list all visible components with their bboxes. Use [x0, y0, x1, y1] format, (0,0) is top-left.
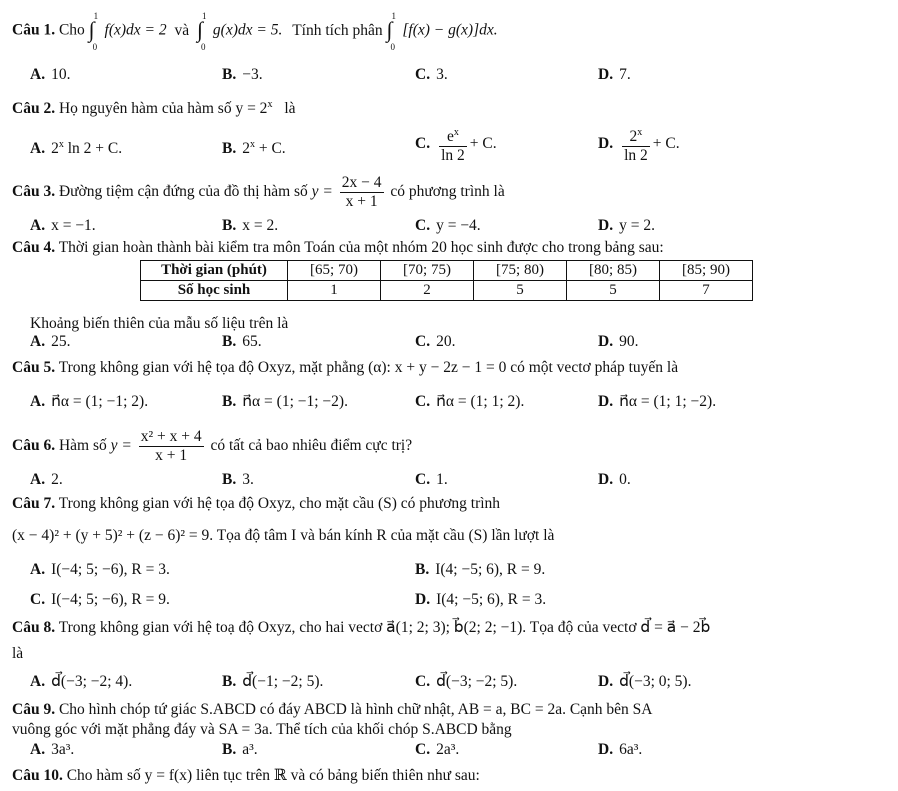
option-a: A. 25.	[30, 333, 71, 350]
option-d: D. 90.	[598, 333, 639, 350]
option-b: B. $2^x + C$.	[222, 139, 286, 158]
integral-sign: ∫ 1 0	[197, 11, 207, 52]
option-c: C. 20.	[415, 333, 456, 350]
data-table: Thời gian (phút) [65; 70) [70; 75) [75; 80) [80; 85) [85; 90) Số học sinh 1 2 5 5 7	[140, 260, 753, 301]
option-b: B. n⃗α = (1; −1; −2).	[222, 393, 348, 410]
question-7: Câu 7. Trong không gian với hệ tọa độ Oxyz, cho mặt cầu (S) có phương trình	[12, 495, 501, 512]
option-b: B. 65.	[222, 333, 262, 350]
option-a: A. I(−4; 5; −6), R = 3.	[30, 561, 170, 578]
option-d: D. 7.	[598, 66, 631, 83]
question-9: Câu 9. Cho hình chóp tứ giác S.ABCD có đáy ABCD là hình chữ nhật, AB = a, BC = 2a. Cạnh bên SA	[12, 701, 653, 718]
option-d: D. y = 2.	[598, 217, 655, 234]
option-a: A. x = −1.	[30, 217, 96, 234]
question-1: Câu 1. Cho ∫ 1 0 f(x)dx = 2 và ∫ 1 0 g(x)dx = 5. Tính tích phân ∫ 1 0 [f(x) − g(x)]dx.	[12, 11, 498, 52]
question-8: Câu 8. Trong không gian với hệ toạ độ Oxyz, cho hai vectơ a⃗(1; 2; 3); b⃗(2; 2; −1). Tọa độ của vectơ d⃗ = a⃗ − 2b⃗	[12, 619, 711, 636]
option-d: D. 6a³.	[598, 741, 643, 758]
option-b: B. x = 2.	[222, 217, 279, 234]
option-c: C. I(−4; 5; −6), R = 9.	[30, 591, 170, 608]
option-c: C. 2a³.	[415, 741, 460, 758]
question-4-prompt: Khoảng biến thiên của mẫu số liệu trên là	[30, 315, 289, 332]
option-c: C. y = −4.	[415, 217, 481, 234]
question-label: Câu 1.	[12, 21, 56, 39]
option-d: D. $\frac{2^x}{\ln 2}$ + C.	[598, 124, 680, 165]
option-c: C. 1.	[415, 471, 448, 488]
option-a: A. 2.	[30, 471, 63, 488]
integral-sign: ∫ 1 0	[88, 11, 99, 52]
option-d: D. I(4; −5; 6), R = 3.	[415, 591, 547, 608]
question-6: Câu 6. Hàm số y = $\frac{\text{x² + x + 4}}{x + 1}$ có tất cả bao nhiêu điểm cực trị?	[12, 428, 413, 464]
option-b: B. I(4; −5; 6), R = 9.	[415, 561, 546, 578]
option-a: A. n⃗α = (1; −1; 2).	[30, 393, 149, 410]
option-a: A. 2$^x$ ln 2 + C.	[30, 139, 123, 158]
integral-sign: ∫ 1 0	[386, 11, 396, 52]
question-10: Câu 10. Cho hàm số y = f(x) liên tục trên ℝ và có bảng biến thiên như sau:	[12, 767, 480, 784]
option-b: B. −3.	[222, 66, 263, 83]
question-9-cont: vuông góc với mặt phẳng đáy và SA = 3a. Thể tích của khối chóp S.ABCD bằng	[12, 721, 512, 738]
option-c: C. d⃗(−3; −2; 5).	[415, 673, 518, 690]
option-b: B. d⃗(−1; −2; 5).	[222, 673, 324, 690]
question-3: Câu 3. Đường tiệm cận đứng của đồ thị hàm số y = $\frac{2x - 4}{x + 1}$ có phương trình là	[12, 174, 505, 210]
option-b: B. a³.	[222, 741, 258, 758]
option-d: D. 0.	[598, 471, 631, 488]
question-2: Câu 2. Họ nguyên hàm của hàm số $y = 2^x$ là	[12, 99, 296, 118]
option-c: C. $\frac{e^x}{\ln 2}$ + C.	[415, 124, 497, 165]
option-b: B. 3.	[222, 471, 254, 488]
option-a: A. 10.	[30, 66, 71, 83]
option-d: D. d⃗(−3; 0; 5).	[598, 673, 692, 690]
option-a: A. 3a³.	[30, 741, 75, 758]
option-a: A. d⃗(−3; −2; 4).	[30, 673, 133, 690]
question-4: Câu 4. Thời gian hoàn thành bài kiểm tra môn Toán của một nhóm 20 học sinh được cho trong bảng sau:	[12, 239, 664, 256]
question-7-equation: (x − 4)² + (y + 5)² + (z − 6)² = 9. Tọa độ tâm I và bán kính R của mặt cầu (S) lần lượt là	[12, 527, 555, 544]
question-5: Câu 5. Trong không gian với hệ tọa độ Oxyz, mặt phẳng (α): x + y − 2z − 1 = 0 có một vectơ pháp tuyến là	[12, 359, 679, 376]
option-c: C. n⃗α = (1; 1; 2).	[415, 393, 525, 410]
option-d: D. n⃗α = (1; 1; −2).	[598, 393, 717, 410]
question-8-cont: là	[12, 645, 24, 662]
option-c: C. 3.	[415, 66, 448, 83]
